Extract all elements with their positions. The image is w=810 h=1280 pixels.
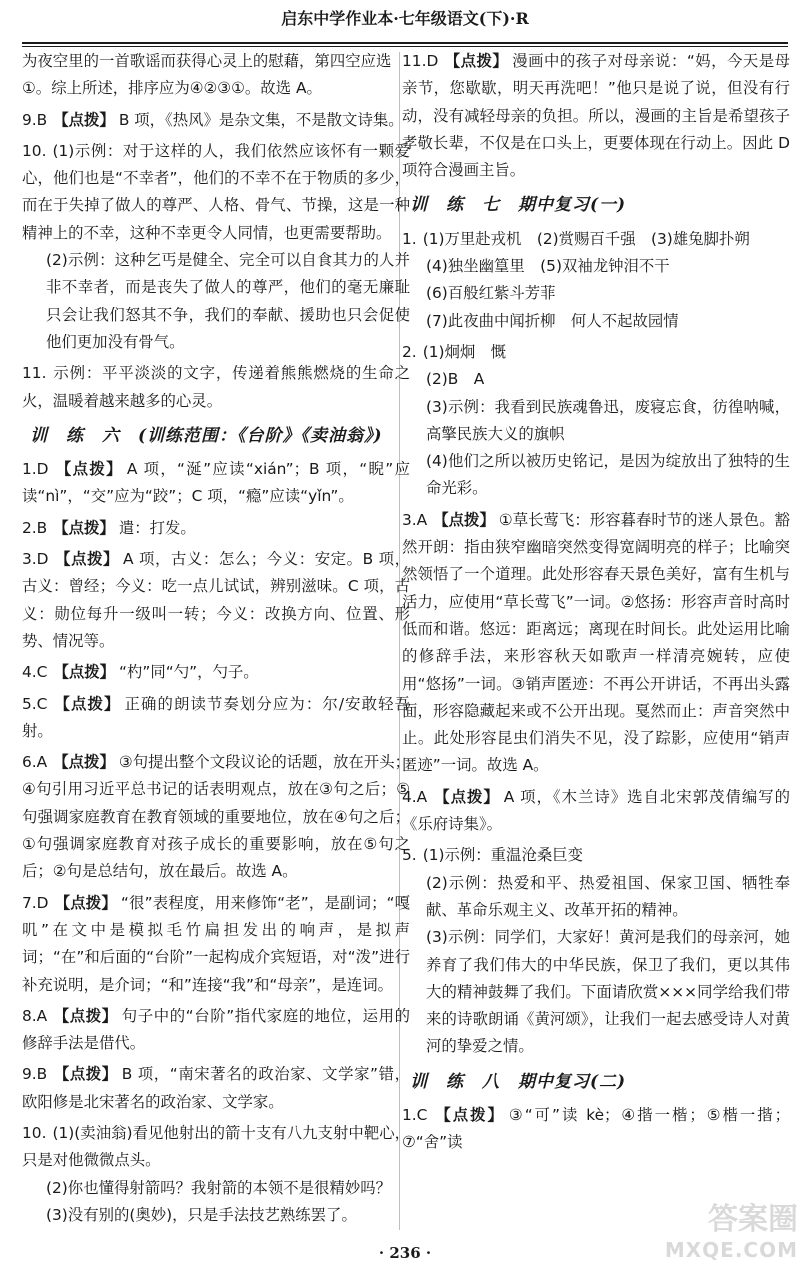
answer-number: 7.D [22, 893, 49, 912]
hint-label: 【点拨】 [53, 694, 121, 713]
hint-label: 【点拨】 [444, 52, 509, 70]
answer-subpart: (2)B A [426, 370, 485, 389]
s7-answer-1 [402, 226, 790, 335]
answer-number: 10. [22, 1123, 47, 1142]
hint-label: 【点拨】 [53, 518, 115, 537]
s6-answer-10 [22, 1120, 410, 1229]
answer-text: 示例：平平淡淡的文字，传递着熊熊燃烧的生命之火，温暖着越来越多的心灵。 [22, 364, 410, 410]
answer-text: (1)(卖油翁)看见他射出的箭十支有八九支射中靶心，只是对他微微点头。 [22, 1123, 410, 1170]
s6-answer-2 [22, 515, 410, 542]
answer-text: 正确的朗读节奏划分应为：尔/安敢轻吾射。 [22, 694, 410, 740]
section-heading-6: 训 练 六 (训练范围：《台阶》《卖油翁》) [30, 425, 383, 446]
answer-number: 9.B [22, 110, 48, 129]
answer-text: A 项，“涎”应读“xián”；B 项，“睨”应读“nì”，“交”应为“跤”；C 项，“瘾”应读“yǐn”。 [22, 460, 410, 506]
watermark-logo [638, 1202, 798, 1272]
s6-answer-9 [22, 1061, 410, 1116]
s7-answer-2 [402, 339, 790, 503]
answer-number: 9.B [22, 1065, 48, 1084]
answer-text: A 项，古义：怎么；今义：安定。B 项，古义：曾经；今义：吃一点儿试试，辨别滋味。C 项，古义：勋位每升一级叫一转；今义：改换方向、位置、形势、情况等。 [22, 550, 410, 650]
answer-text: 漫画中的孩子对母亲说：“妈，今天是母亲节，您歇歇，明天再洗吧！”他只是说了说，但没有行动，没有减轻母亲的负担。所以，漫画的主旨是希望孩子孝敬长辈，不仅是在口头上，更要体现在行动上。因此 D 项符合漫画主旨。 [402, 52, 790, 180]
hint-label: 【点拨】 [433, 1105, 505, 1124]
answer-number: 1. [402, 229, 417, 248]
answer-subpart: (6)百般红紫斗芳菲 [426, 284, 556, 303]
answer-text: B 项，《热风》是杂文集，不是散文诗集。 [118, 110, 404, 129]
hint-label: 【点拨】 [53, 1065, 118, 1084]
answer-number: 11. [22, 364, 47, 383]
answer-subpart: (3)示例：同学们，大家好！黄河是我们的母亲河，她养育了我们伟大的中华民族，保卫了我们，更以其伟大的精神鼓舞了我们。下面请欣赏×××同学给我们带来的诗歌朗诵《黄河颂》，让我们一起去感受诗人对黄河的挚爱之情。 [426, 928, 790, 1056]
answer-number: 10. [22, 141, 47, 160]
answer-text: (1)示例：重温沧桑巨变 [422, 846, 584, 865]
header-rule-thin [22, 46, 788, 47]
hint-label: 【点拨】 [433, 510, 495, 529]
section-heading-8: 训 练 八 期中复习(二) [410, 1071, 627, 1092]
answer-number: 5. [402, 846, 417, 865]
s7-answer-5 [402, 842, 790, 1060]
answer-text: ③“可”读 kè；④揩一楷；⑤楷一揩；⑦“舍”读 [402, 1105, 790, 1152]
section-heading-7: 训 练 七 期中复习(一) [410, 195, 627, 216]
s6-answer-8 [22, 1003, 410, 1058]
answer-text: 遣：打发。 [118, 518, 196, 537]
text-line: 为夜空里的一首歌谣而获得心灵上的慰藉，第四空应选 [22, 52, 392, 70]
answer-text: B 项，“南宋著名的政治家、文学家”错，欧阳修是北宋著名的政治家、文学家。 [22, 1065, 410, 1111]
hint-label: 【点拨】 [53, 753, 115, 772]
answer-number: 6.A [22, 753, 48, 772]
answer-subpart: (3)没有别的(奥妙)，只是手法技艺熟练罢了。 [46, 1205, 357, 1224]
answer-subpart: (7)此夜曲中闻折柳 何人不起故园情 [426, 311, 679, 330]
s7-answer-4 [402, 784, 790, 839]
answer-text: “很”表程度，用来修饰“老”，是副词；“嘎叽”在文中是模拟毛竹扁担发出的响声，是拟声词；“在”和后面的“台阶”一起构成介宾短语，对“泼”进行补充说明，是介词；“和”连接“我”和“母亲”，是连词。 [22, 893, 410, 994]
right-column [402, 48, 790, 1161]
hint-label: 【点拨】 [54, 460, 123, 479]
watermark-url: MXQE.COM [664, 1238, 798, 1262]
answer-subpart: (4)他们之所以被历史铭记，是因为绽放出了独特的生命光彩。 [426, 452, 790, 498]
s6-answer-6 [22, 749, 410, 885]
answer-number: 11.D [402, 52, 439, 70]
answer-number: 4.A [402, 787, 428, 806]
answer-text: (1)示例：对于这样的人，我们依然应该怀有一颗爱心，他们也是“不幸者”，他们的不幸不在于物质的多少，而在于失掉了做人的尊严、人格、骨气、节操，这是一种精神上的不幸，这种不幸更令人同情，也更需要帮助。 [22, 141, 410, 242]
hint-label: 【点拨】 [433, 787, 500, 806]
answer-number: 2.B [22, 518, 48, 537]
answer-number: 8.A [22, 1006, 48, 1025]
answer-number: 3.D [22, 550, 49, 569]
answer-text: “杓”同“勺”，勺子。 [119, 663, 259, 682]
hint-label: 【点拨】 [54, 550, 120, 569]
s6-answer-3 [22, 546, 410, 655]
answer-text: (1)万里赴戎机 (2)赏赐百千强 (3)雄兔脚扑朔 [422, 229, 750, 248]
answer-subpart: (4)独坐幽篁里 (5)双袖龙钟泪不干 [426, 257, 670, 276]
answer-subpart: (2)你也懂得射箭吗？我射箭的本领不是很精妙吗？ [46, 1178, 392, 1197]
answer-number: 2. [402, 342, 417, 361]
answer-text: A 项，《木兰诗》选自北宋郭茂倩编写的《乐府诗集》。 [402, 787, 790, 834]
answer-number: 3.A [402, 510, 428, 529]
s7-answer-3 [402, 507, 790, 780]
s6-answer-11 [402, 48, 790, 184]
s8-answer-1 [402, 1102, 790, 1157]
header-rule [22, 42, 788, 44]
answer-text: 句子中的“台阶”指代家庭的地位，运用的修辞手法是借代。 [22, 1006, 410, 1053]
answer-text: ①草长莺飞：形容暮春时节的迷人景色。豁然开朗：指由狭窄幽暗突然变得宽阔明亮的样子；比喻突然领悟了一个道理。此处形容春天景色美好，富有生机与活力，应使用“草长莺飞”一词。②悠扬：形容声音时高时低而和谐。悠远：距离远；离现在时间长。此处运用比喻的修辞手法，来形容秋天如歌声一样清亮婉转，应使用“悠扬”一词。③销声匿迹：不再公开讲话，不再出头露面，形容隐藏起来或不公开出现。戛然而止：声音突然中止。此处形容昆虫们消失不见，没了踪影，应使用“销声匿迹”一词。故选 A。 [402, 510, 790, 775]
left-column [22, 48, 410, 1233]
answer-number: 4.C [22, 663, 48, 682]
s6-answer-7 [22, 890, 410, 999]
hint-label: 【点拨】 [53, 663, 116, 682]
s6-answer-5 [22, 691, 410, 746]
answer-10 [22, 138, 410, 356]
text-line: ①。综上所述，排序应为④②③①。故选 A。 [22, 79, 322, 98]
answer-subpart: (3)示例：我看到民族魂鲁迅，废寝忘食，彷徨呐喊，高擎民族大义的旗帜 [426, 397, 790, 443]
watermark-text: 答案圈 [708, 1202, 798, 1237]
answer-continuation [22, 48, 410, 103]
answer-number: 1.C [402, 1105, 428, 1124]
page-number: · 236 · [378, 1244, 432, 1262]
answer-number: 1.D [22, 460, 49, 479]
s6-answer-1 [22, 456, 410, 511]
answer-11 [22, 360, 410, 415]
answer-text: (1)炯炯 慨 [422, 342, 507, 361]
answer-subpart: (2)示例：这种乞丐是健全、完全可以自食其力的人并非不幸者，而是丧失了做人的尊严，他们的毫无廉耻只会让我们怒其不争，我们的奉献、援助也只会促使他们更加没有骨气。 [46, 251, 410, 351]
hint-label: 【点拨】 [54, 893, 117, 912]
s6-answer-4 [22, 659, 410, 686]
running-header: 启东中学作业本·七年级语文(下)·R [281, 9, 529, 28]
hint-label: 【点拨】 [53, 1006, 118, 1025]
hint-label: 【点拨】 [53, 110, 115, 129]
answer-subpart: (2)示例：热爱和平、热爱祖国、保家卫国、牺牲奉献、革命乐观主义、改革开拓的精神。 [426, 873, 790, 919]
answer-text: ③句提出整个文段议论的话题，放在开头；④句引用习近平总书记的话表明观点，放在③句之后；⑤句强调家庭教育在教育领域的重要地位，放在④句之后；①句强调家庭教育对孩子成长的重要影响，放在⑤句之后；②句是总结句，放在最后。故选 A。 [22, 753, 410, 881]
answer-9 [22, 107, 410, 134]
answer-number: 5.C [22, 694, 48, 713]
